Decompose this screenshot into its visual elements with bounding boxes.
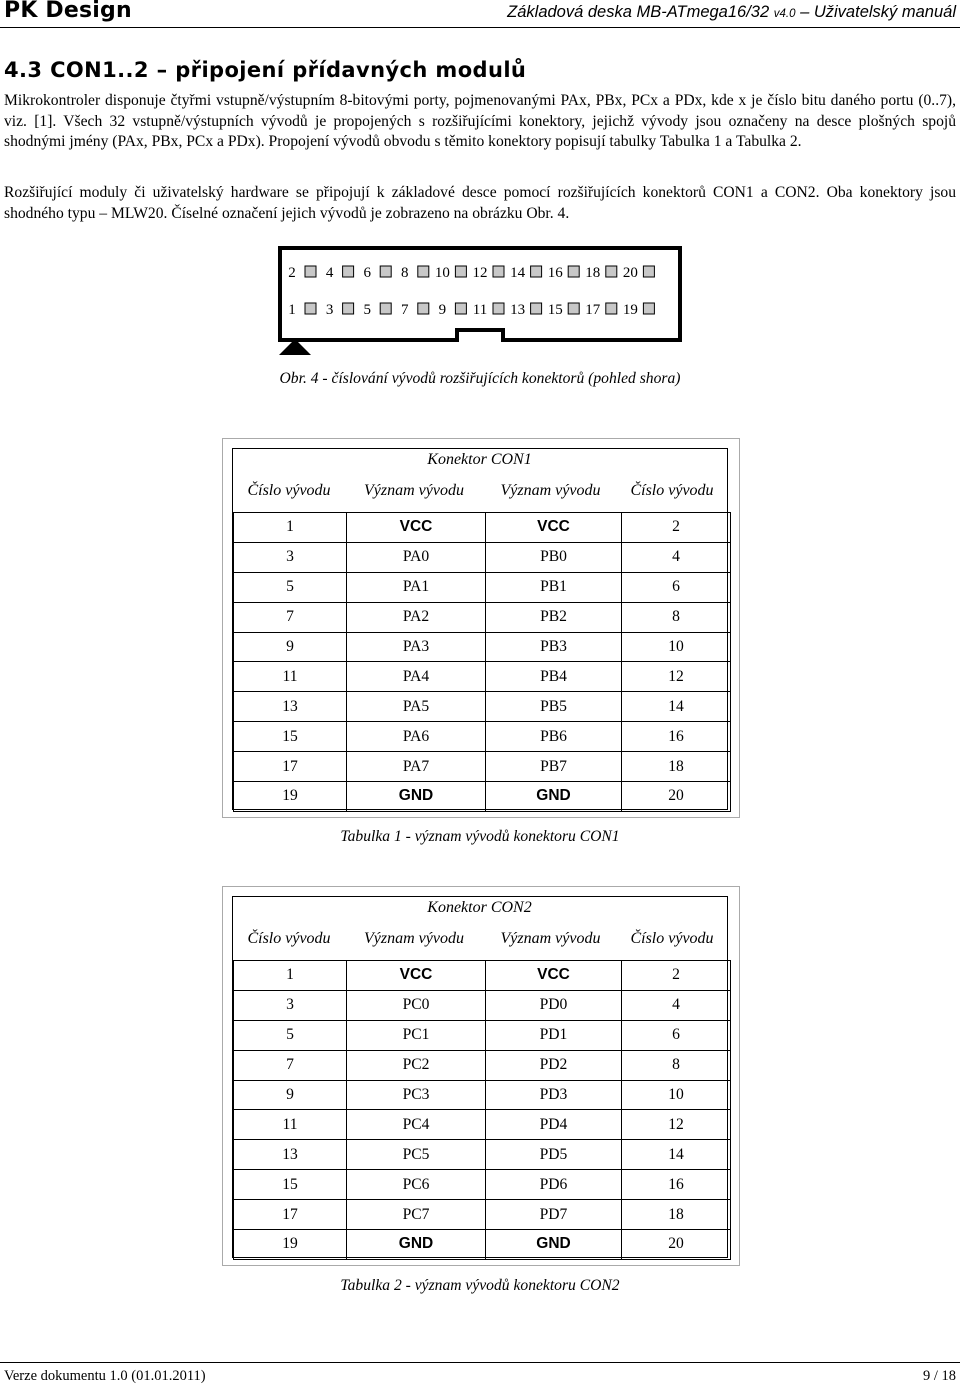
table-cell: VCC <box>347 961 486 991</box>
table-cell: PA0 <box>347 542 486 572</box>
pin-pad-icon <box>606 303 617 314</box>
pin-label: 4 <box>325 265 334 281</box>
table-cell: 1 <box>234 961 347 991</box>
table-row <box>234 572 731 602</box>
table-cell: PB7 <box>486 752 622 782</box>
table-cell: 18 <box>622 752 731 782</box>
table-cell: PB2 <box>486 602 622 632</box>
table-cell: VCC <box>486 513 622 543</box>
table-con1-caption: Tabulka 1 - význam vývodů konektoru CON1 <box>340 828 620 845</box>
table-con1-header: Význam vývodu <box>364 482 464 499</box>
table-cell: PA4 <box>347 662 486 692</box>
table-cell: PD3 <box>486 1080 622 1110</box>
table-cell: 12 <box>622 662 731 692</box>
table-cell: 2 <box>622 513 731 543</box>
pin-label: 14 <box>510 265 526 281</box>
table-cell: VCC <box>347 513 486 543</box>
table-cell: 10 <box>622 632 731 662</box>
table-cell: 15 <box>234 722 347 752</box>
table-cell: PD2 <box>486 1050 622 1080</box>
table-row <box>234 1230 731 1260</box>
pin-label: 5 <box>363 302 371 318</box>
pin-label: 12 <box>472 265 488 281</box>
table-cell: 19 <box>234 1230 347 1260</box>
table-cell: 6 <box>622 1020 731 1050</box>
table-cell: 8 <box>622 602 731 632</box>
table-cell: 3 <box>234 990 347 1020</box>
table-cell: PD5 <box>486 1140 622 1170</box>
table-con1-title: Konektor CON1 <box>427 451 532 468</box>
table-cell: 16 <box>622 722 731 752</box>
document-title-main: Základová deska MB-ATmega16/32 <box>507 3 770 21</box>
table-cell: PA2 <box>347 602 486 632</box>
table-row <box>234 513 731 543</box>
pin-pad-icon <box>568 303 579 314</box>
pin-label: 15 <box>547 302 563 318</box>
table-row <box>234 692 731 722</box>
table-con2-header: Význam vývodu <box>364 930 464 947</box>
table-cell: 11 <box>234 1110 347 1140</box>
pin-pad-icon <box>568 266 579 277</box>
table-cell: PB4 <box>486 662 622 692</box>
table-row <box>234 1140 731 1170</box>
table-cell: PD0 <box>486 990 622 1020</box>
table-row <box>234 1050 731 1080</box>
table-cell: 20 <box>622 782 731 812</box>
pin-pad-icon <box>418 266 429 277</box>
pin-label: 8 <box>401 265 409 281</box>
pin-pad-icon <box>643 303 654 314</box>
table-cell: 13 <box>234 1140 347 1170</box>
table-cell: 2 <box>622 961 731 991</box>
table-row <box>234 752 731 782</box>
table-cell: PC2 <box>347 1050 486 1080</box>
table-row <box>234 1020 731 1050</box>
pin-label: 20 <box>622 265 638 281</box>
brand-title: PK Design <box>4 0 132 23</box>
page-number: 9 / 18 <box>922 1368 956 1384</box>
table-cell: 3 <box>234 542 347 572</box>
table-cell: PC0 <box>347 990 486 1020</box>
pin-label: 13 <box>510 302 526 318</box>
pin-pad-icon <box>493 303 504 314</box>
table-cell: GND <box>486 782 622 812</box>
pin-label: 3 <box>325 302 334 318</box>
pin-label: 11 <box>472 302 488 318</box>
table-row <box>234 542 731 572</box>
pin-pad-icon <box>380 303 391 314</box>
table-cell: PB5 <box>486 692 622 722</box>
table-cell: PB1 <box>486 572 622 602</box>
table-con1-header: Číslo vývodu <box>247 482 331 499</box>
table-cell: 7 <box>234 1050 347 1080</box>
table-cell: GND <box>486 1230 622 1260</box>
pin-label: 2 <box>288 265 296 281</box>
table-cell: 9 <box>234 632 347 662</box>
table-cell: PA6 <box>347 722 486 752</box>
table-cell: PA5 <box>347 692 486 722</box>
table-cell: PD1 <box>486 1020 622 1050</box>
pin-pad-icon <box>305 303 316 314</box>
table-cell: 20 <box>622 1230 731 1260</box>
table-cell: PB6 <box>486 722 622 752</box>
table-cell: PD6 <box>486 1170 622 1200</box>
table-cell: 8 <box>622 1050 731 1080</box>
pin-label: 17 <box>585 302 601 318</box>
table-cell: 14 <box>622 1140 731 1170</box>
header-divider <box>0 27 960 28</box>
pin-pad-icon <box>380 266 391 277</box>
table-cell: PC5 <box>347 1140 486 1170</box>
section-heading: 4.3 CON1..2 – připojení přídavných modulů <box>4 58 527 82</box>
pin-label: 6 <box>363 265 371 281</box>
table-row <box>234 662 731 692</box>
intro-paragraph: Mikrokontroler disponuje čtyřmi vstupně/výstupním 8-bitovými porty, pojmenovanými PAx, PBx, PCx a PDx, kde x je číslo bitu daného portu (0..7), viz. [1]. Všech 32 vstupně/výstupních vývodů je propojených s rozšiřujícími konektory, jejichž vývody jsou označeny na desce plošných spojů shodnými jmény (PAx, PBx, PCx a PDx). Propojení vývodů obvodu s těmito konektory popisují tabulky Tabulka 1 a Tabulka 2. <box>4 92 956 151</box>
table-cell: PD4 <box>486 1110 622 1140</box>
table-con2-title: Konektor CON2 <box>427 899 532 916</box>
table-cell: PA7 <box>347 752 486 782</box>
table-con1-header: Číslo vývodu <box>630 482 714 499</box>
table-cell: VCC <box>486 961 622 991</box>
table-cell: PC6 <box>347 1170 486 1200</box>
table-row <box>234 961 731 991</box>
table-con1-header: Význam vývodu <box>500 482 601 499</box>
table-cell: 13 <box>234 692 347 722</box>
pin-pad-icon <box>305 266 316 277</box>
pin-pad-icon <box>531 266 542 277</box>
table-row <box>234 632 731 662</box>
table-cell: 4 <box>622 542 731 572</box>
table-cell: 12 <box>622 1110 731 1140</box>
pin-label: 10 <box>434 265 450 281</box>
connector-pinout-figure <box>275 243 685 358</box>
table-con1-body <box>233 512 731 812</box>
table-row <box>234 1200 731 1230</box>
pin-label: 9 <box>438 302 447 318</box>
table-cell: PC7 <box>347 1200 486 1230</box>
figure-caption: Obr. 4 - číslování vývodů rozšiřujících konektorů (pohled shora) <box>279 370 681 387</box>
table-cell: 15 <box>234 1170 347 1200</box>
table-row <box>234 722 731 752</box>
table-row <box>234 1170 731 1200</box>
pin-pad-icon <box>455 266 466 277</box>
table-con2-header: Význam vývodu <box>500 930 601 947</box>
table-cell: 5 <box>234 572 347 602</box>
table-cell: GND <box>347 782 486 812</box>
table-cell: PA1 <box>347 572 486 602</box>
table-con2-header: Číslo vývodu <box>247 930 331 947</box>
table-cell: 1 <box>234 513 347 543</box>
table-row <box>234 990 731 1020</box>
table-cell: 17 <box>234 1200 347 1230</box>
pin-pad-icon <box>606 266 617 277</box>
table-cell: 5 <box>234 1020 347 1050</box>
table-cell: GND <box>347 1230 486 1260</box>
pin-label: 1 <box>288 302 296 318</box>
pin-label: 7 <box>401 302 409 318</box>
table-cell: 19 <box>234 782 347 812</box>
table-cell: PC3 <box>347 1080 486 1110</box>
pin-label: 18 <box>585 265 601 281</box>
table-cell: 7 <box>234 602 347 632</box>
pin-pad-icon <box>531 303 542 314</box>
table-row <box>234 1110 731 1140</box>
table-cell: 17 <box>234 752 347 782</box>
table-con2-header: Číslo vývodu <box>630 930 714 947</box>
pin-pad-icon <box>493 266 504 277</box>
pin-pad-icon <box>643 266 654 277</box>
table-cell: PB3 <box>486 632 622 662</box>
pin-pad-icon <box>343 266 354 277</box>
table-cell: 14 <box>622 692 731 722</box>
document-title-suffix: – Uživatelský manuál <box>800 3 956 21</box>
table-con2-caption: Tabulka 2 - význam vývodů konektoru CON2 <box>340 1277 620 1294</box>
table-con2 <box>222 886 740 1266</box>
table-cell: 18 <box>622 1200 731 1230</box>
table-con2-body <box>233 960 731 1260</box>
table-row <box>234 782 731 812</box>
document-version: v4.0 <box>773 8 796 20</box>
table-cell: 4 <box>622 990 731 1020</box>
table-row <box>234 602 731 632</box>
pin-pad-icon <box>343 303 354 314</box>
pin-pad-icon <box>455 303 466 314</box>
table-cell: 9 <box>234 1080 347 1110</box>
document-version-footer: Verze dokumentu 1.0 (01.01.2011) <box>4 1368 206 1384</box>
table-con1 <box>222 438 740 818</box>
table-cell: PA3 <box>347 632 486 662</box>
table-cell: 10 <box>622 1080 731 1110</box>
table-cell: 11 <box>234 662 347 692</box>
table-cell: PC1 <box>347 1020 486 1050</box>
table-cell: PD7 <box>486 1200 622 1230</box>
table-cell: 6 <box>622 572 731 602</box>
pin-pad-icon <box>418 303 429 314</box>
pin-label: 16 <box>547 265 563 281</box>
modules-paragraph: Rozšiřující moduly či uživatelský hardware se připojují k základové desce pomocí rozšiřujících konektorů CON1 a CON2. Oba konektory jsou shodného typu – MLW20. Číselné označení jejich vývodů je zobrazeno na obrázku Obr. 4. <box>4 184 956 222</box>
table-cell: PB0 <box>486 542 622 572</box>
pin-label: 19 <box>622 302 638 318</box>
footer-divider <box>0 1362 960 1363</box>
document-title <box>507 3 956 22</box>
table-cell: 16 <box>622 1170 731 1200</box>
table-cell: PC4 <box>347 1110 486 1140</box>
table-row <box>234 1080 731 1110</box>
